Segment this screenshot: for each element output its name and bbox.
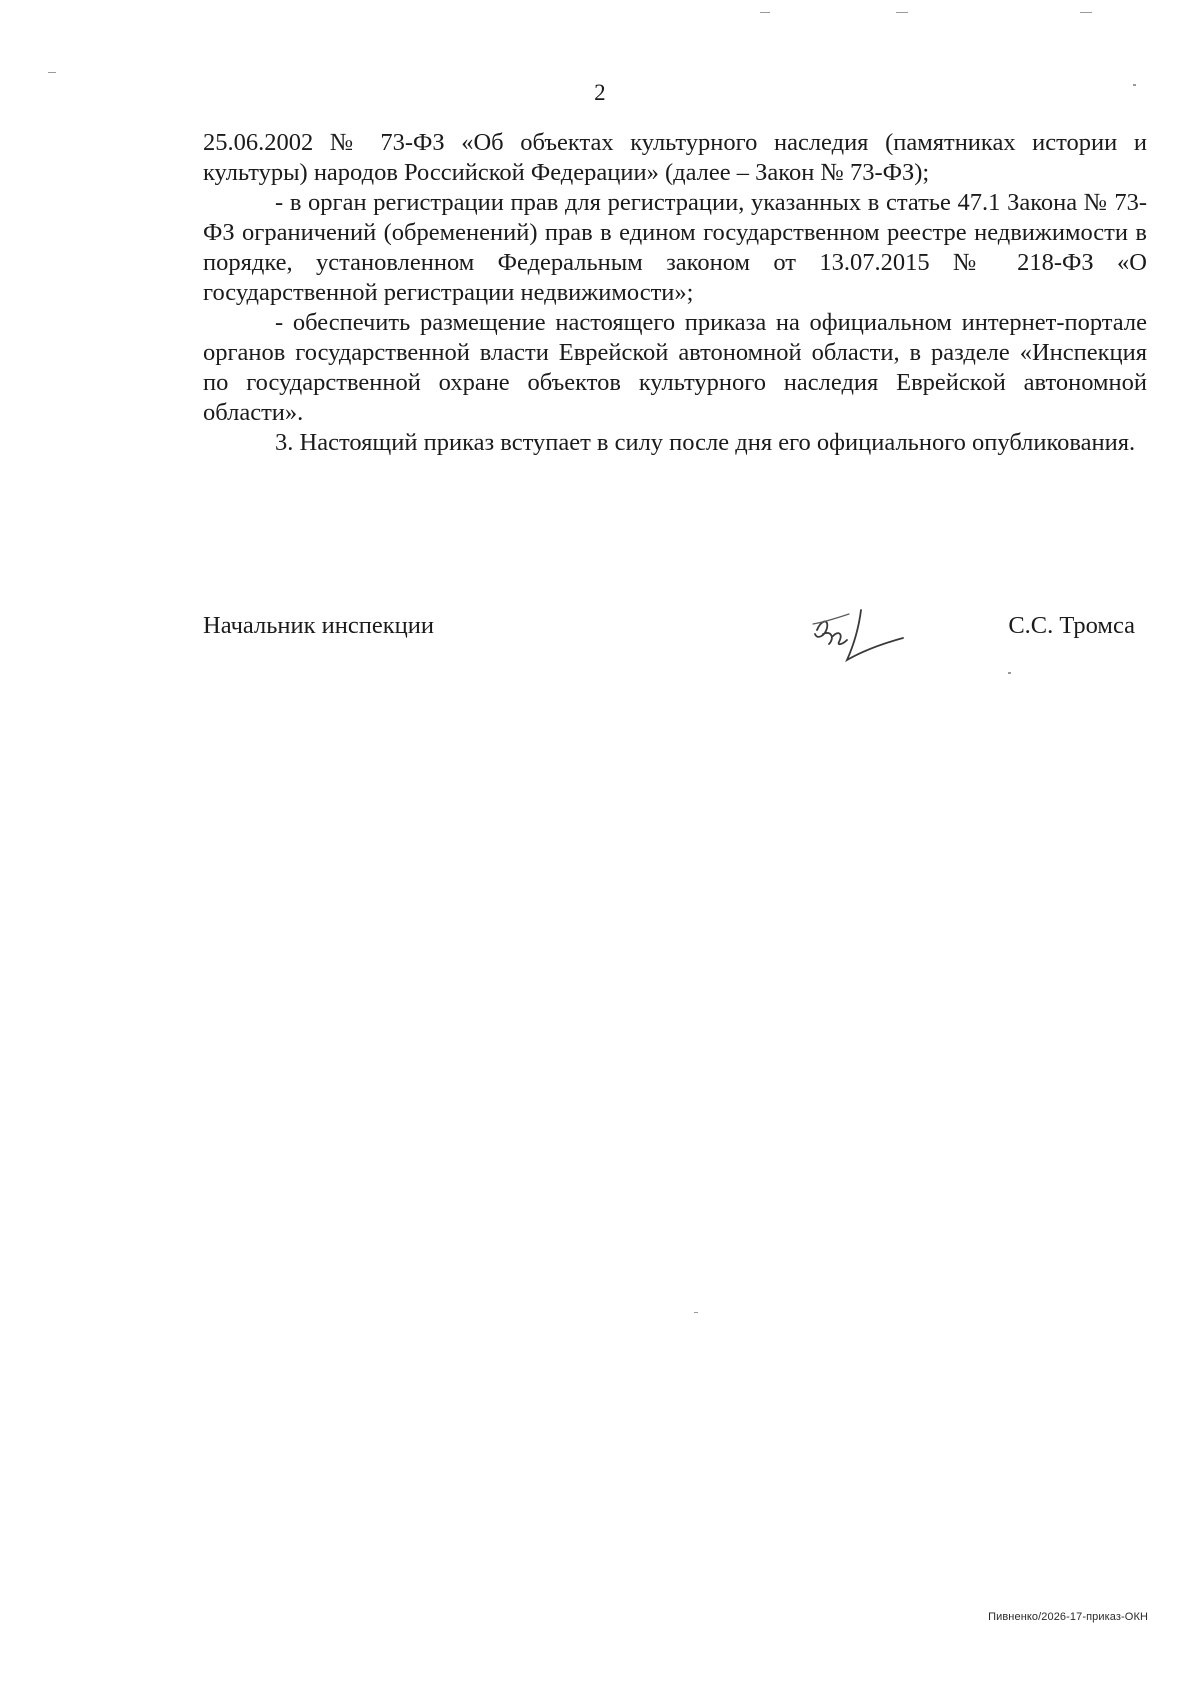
- document-body: [203, 128, 1147, 458]
- scan-speck: [1008, 672, 1011, 674]
- signatory-title: Начальник инспекции: [203, 612, 434, 639]
- paragraph-registration-authority: - в орган регистрации прав для регистрации, указанных в статье 47.1 Закона № 73-ФЗ ограничений (обременений) прав в едином государственном реестре недвижимости в порядке, установленном Федеральным законом от 13.07.2015 № 218-ФЗ «О государственной регистрации недвижимости»;: [203, 189, 1147, 306]
- signature-block: [203, 606, 1147, 666]
- scan-speck: [694, 1312, 698, 1313]
- paragraph-law-reference: 25.06.2002 № 73-ФЗ «Об объектах культурного наследия (памятниках истории и культуры) народов Российской Федерации» (далее – Закон № 73-ФЗ);: [203, 129, 1147, 186]
- document-footer-code: Пивненко/2026-17-приказ-ОКН: [988, 1611, 1148, 1623]
- page-number: 2: [594, 80, 606, 105]
- scan-speck: [48, 72, 56, 73]
- signatory-name: С.С. Тромса: [1008, 612, 1135, 639]
- handwritten-signature: [803, 600, 913, 670]
- paragraph-publication-portal: - обеспечить размещение настоящего приказа на официальном интернет-портале органов государственной власти Еврейской автономной области, в разделе «Инспекция по государственной охране объектов культурного наследия Еврейской автономной области».: [203, 309, 1147, 426]
- scan-speck: [896, 12, 908, 13]
- scan-speck: [760, 12, 770, 13]
- scan-speck: [1080, 12, 1092, 13]
- paragraph-effective-date: 3. Настоящий приказ вступает в силу после дня его официального опубликования.: [275, 429, 1136, 456]
- scan-speck: [1133, 84, 1136, 86]
